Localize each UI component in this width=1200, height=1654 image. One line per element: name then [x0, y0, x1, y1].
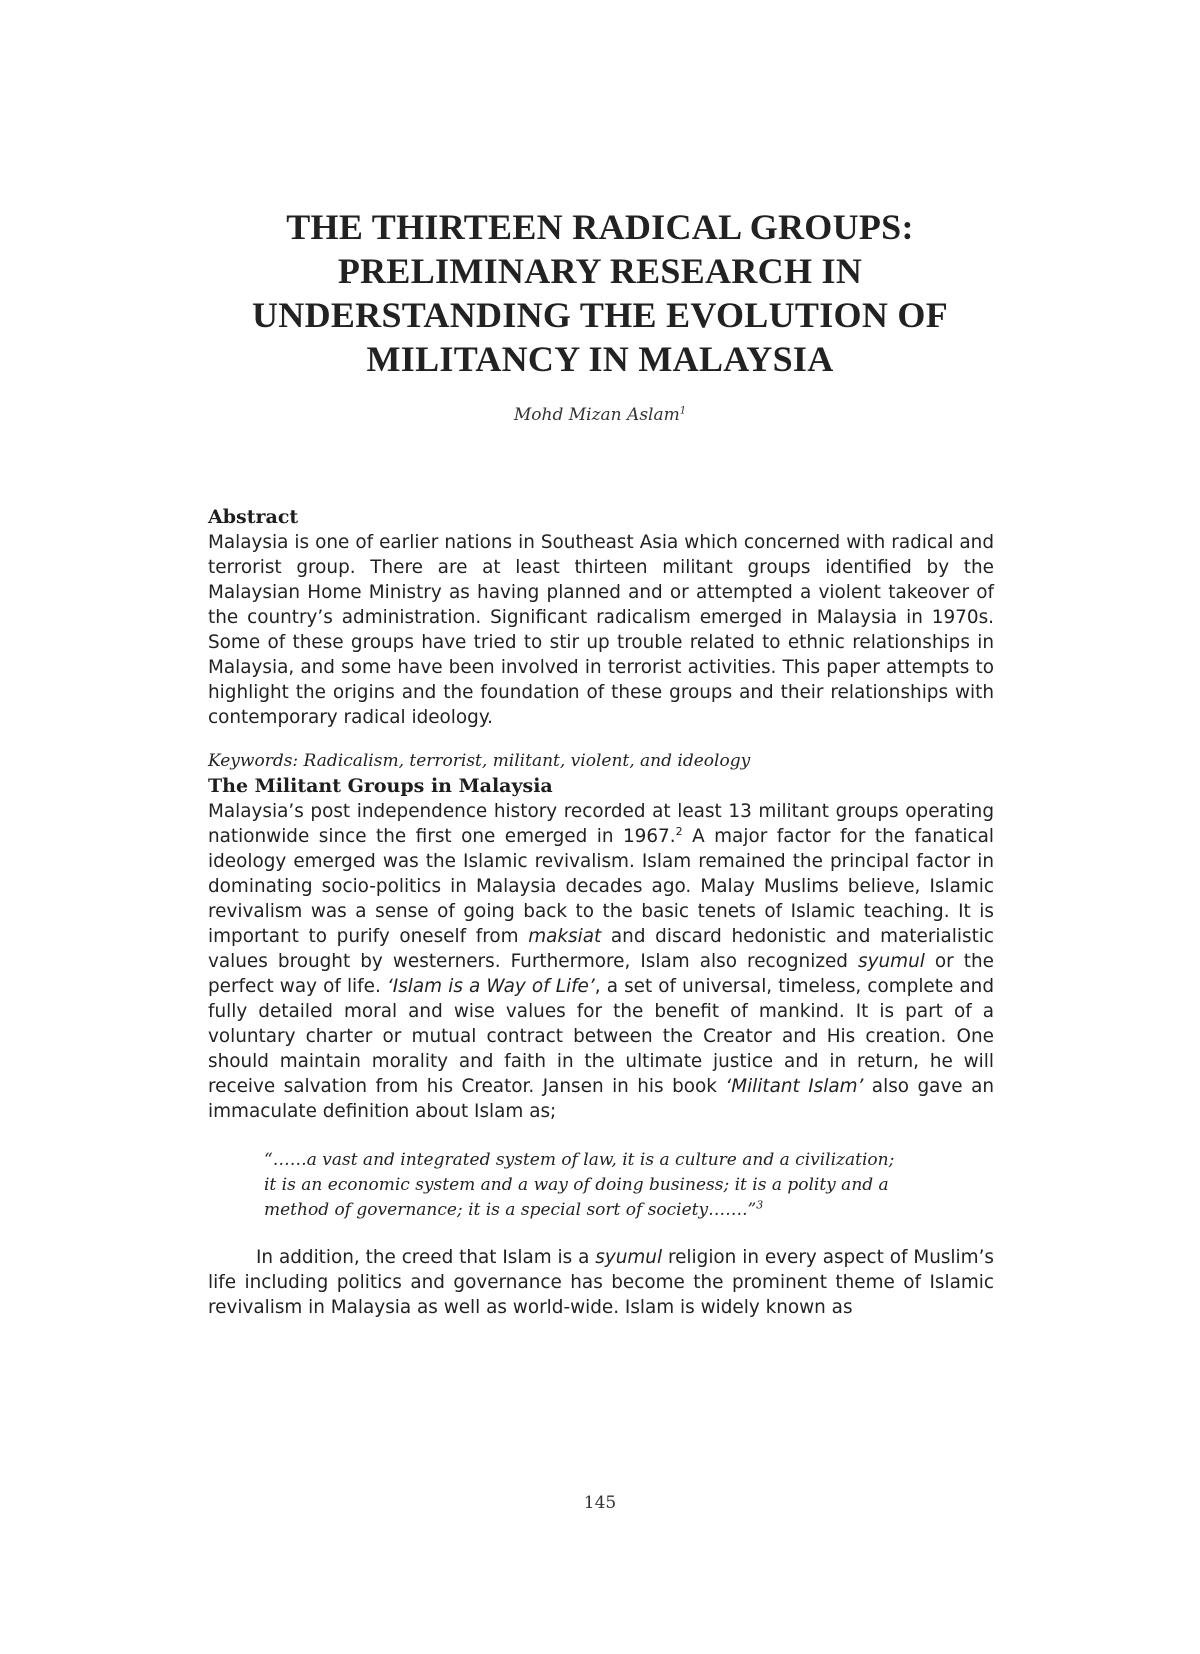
- footnote-mark: 2: [675, 824, 683, 838]
- text-run: or the perfect way of life.: [208, 951, 994, 997]
- text-run: , a set of universal, timeless, complete and fully detailed moral and wise values for the benefit of mankind. It is part of a voluntary charter or mutual contract between the Creator and His creation. One should maintain morality and faith in the ultimate justice and in return, he will receive salvation from his Creator. Jansen in his book: [208, 976, 994, 1097]
- italic-term: maksiat: [528, 926, 602, 947]
- text-run: also gave an immaculate definition about Islam as;: [208, 1076, 994, 1122]
- quote-line: “……a vast and integrated system of law, it is a culture and a civilization;: [264, 1150, 895, 1170]
- text-run: Malaysia’s post independence history recorded at least 13 militant groups operating nationwide since the first one emerged in 1967.: [208, 801, 994, 847]
- quote-line-last: [264, 1198, 938, 1223]
- author-footnote-mark: 1: [679, 405, 687, 417]
- italic-term: syumul: [858, 951, 925, 972]
- section-paragraph-1: [208, 799, 994, 1124]
- footnote-mark: 3: [756, 1198, 764, 1212]
- section-paragraph-2: [208, 1245, 994, 1320]
- italic-phrase: ‘Islam is a Way of Life’: [386, 976, 595, 997]
- abstract-text: Malaysia is one of earlier nations in Southeast Asia which concerned with radical and terrorist group. There are at least thirteen militant groups identified by the Malaysian Home Ministry as having planned and or attempted a violent takeover of the country’s administration. Significant radicalism emerged in Malaysia in 1970s. Some of these groups have tried to stir up trouble related to ethnic relationships in Malaysia, and some have been involved in terrorist activities. This paper attempts to highlight the origins and the foundation of these groups and their relationships with contemporary radical ideology.: [208, 532, 994, 728]
- book-title: ‘Militant Islam’: [725, 1076, 864, 1097]
- author-byline: [0, 405, 1200, 425]
- section-heading: The Militant Groups in Malaysia: [208, 775, 553, 797]
- italic-term: syumul: [595, 1247, 663, 1268]
- author-name: Mohd Mizan Aslam: [513, 405, 680, 425]
- title-line: PRELIMINARY RESEARCH IN: [337, 251, 863, 291]
- text-run: religion in every aspect of Muslim’s life including politics and governance has become the prominent theme of Islamic revivalism in Malaysia as well as world-wide. Islam is widely known as: [208, 1247, 994, 1318]
- quote-line-text: method of governance; it is a special sort of society…….”: [264, 1200, 757, 1220]
- page-number: 145: [583, 1493, 617, 1513]
- abstract-heading: Abstract: [208, 506, 299, 528]
- text-run: In addition, the creed that Islam is a: [256, 1247, 596, 1268]
- text-run: and discard hedonistic and materialistic values brought by westerners. Furthermore, Islam also recognized: [208, 926, 994, 972]
- title-line: UNDERSTANDING THE EVOLUTION OF: [251, 295, 949, 335]
- paper-title: [150, 205, 1050, 381]
- title-line: THE THIRTEEN RADICAL GROUPS:: [286, 207, 914, 247]
- quote-line: it is an economic system and a way of doing business; it is a polity and a: [264, 1175, 889, 1195]
- title-line: MILITANCY IN MALAYSIA: [366, 339, 834, 379]
- body-content: [208, 505, 994, 1320]
- block-quote: [264, 1148, 938, 1223]
- text-run: A major factor for the fanatical ideology emerged was the Islamic revivalism. Islam remained the principal factor in dominating socio-politics in Malaysia decades ago. Malay Muslims believe, Islamic revivalism was a sense of going back to the basic tenets of Islamic teaching. It is important to purify oneself from: [208, 826, 994, 947]
- keywords: Keywords: Radicalism, terrorist, militant, violent, and ideology: [208, 751, 751, 771]
